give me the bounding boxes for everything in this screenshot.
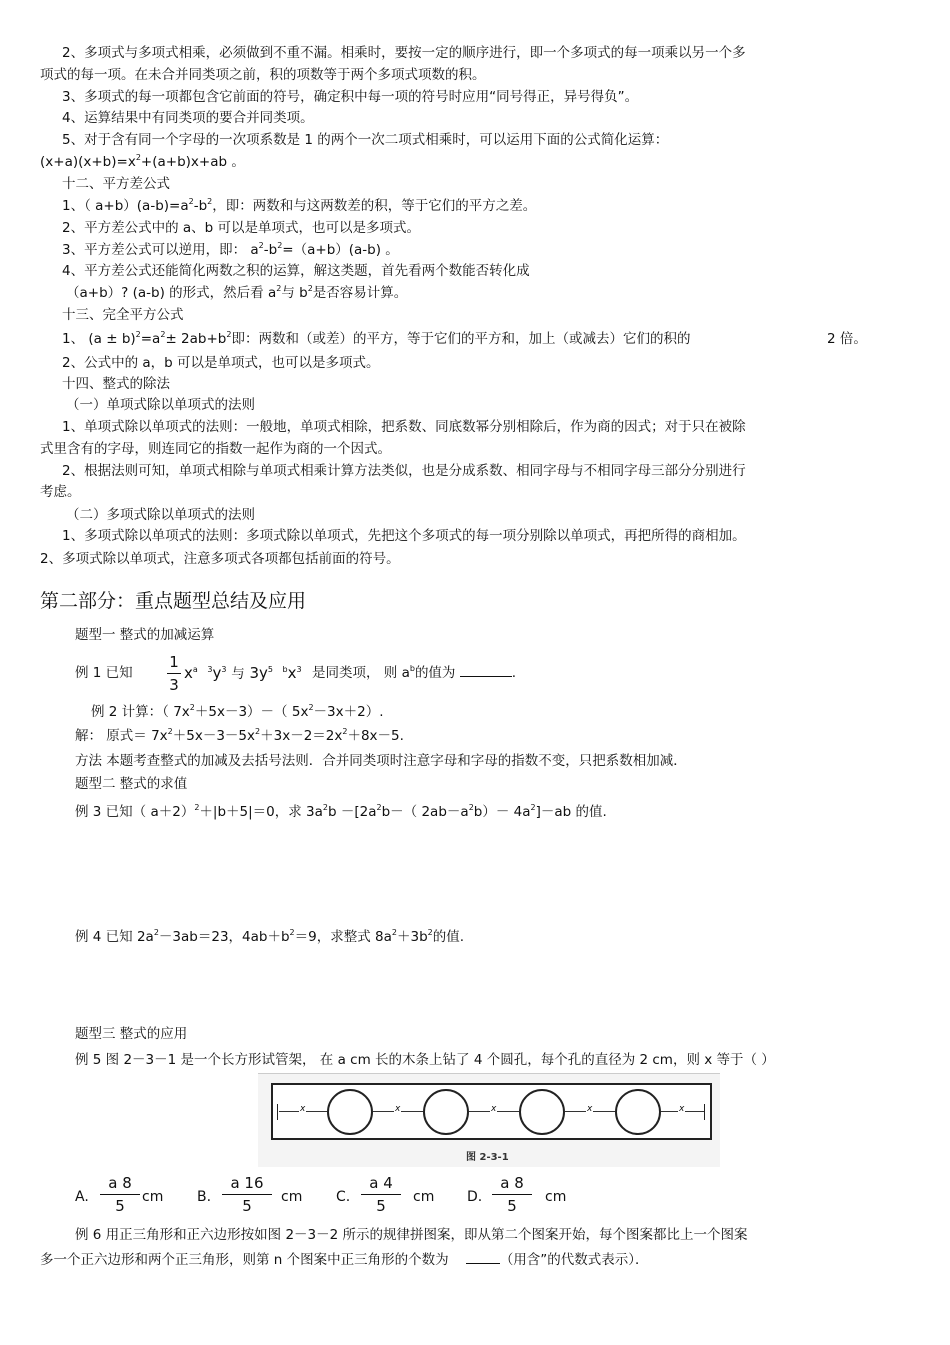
- question-type-heading: 题型一 整式的加减运算: [75, 627, 215, 643]
- text-line: 5、对于含有同一个字母的一次项系数是 1 的两个一次二项式相乘时，可以运用下面的公式简化运算：: [62, 132, 669, 148]
- x-dimension-label: x: [679, 1104, 685, 1114]
- part-two-title: 第二部分：重点题型总结及应用: [40, 590, 307, 612]
- text-line: 2、公式中的 a，b 可以是单项式，也可以是多项式。: [62, 355, 380, 371]
- example-3: 例 3 已知（ a＋2）$^2$＋|b＋5|＝0，求 $3a^2b -[2a^2b-$（ $2ab-a^2b)- 4a^2]-ab$ 的值.: [75, 803, 607, 820]
- test-tube-rack-figure: [258, 1073, 720, 1167]
- x-dimension-label: x: [587, 1104, 593, 1114]
- right-tick: [704, 1104, 705, 1120]
- fraction-numerator: a 16: [230, 1174, 264, 1192]
- option-b-letter: B.: [197, 1189, 212, 1205]
- text-line: 2、多项式与多项式相乘，必须做到不重不漏。相乘时，要按一定的顺序进行，即一个多项式的每一项乘以另一个多: [62, 45, 746, 61]
- option-b-unit: cm: [281, 1189, 303, 1205]
- question-type-heading: 题型三 整式的应用: [75, 1026, 188, 1042]
- formula-line: 1、 $(a \pm b)^2=a^2\pm 2ab+b^2$即：两数和（或差）的平方，等于它们的平方和，加上（或减去）它们的积的: [62, 330, 691, 347]
- formula-line: 1、（ $a+b)(a-b)=a^2-b^2$，即：两数和与这两数差的积，等于它们的平方之差。: [62, 197, 537, 214]
- section-heading: 十三、完全平方公式: [62, 307, 184, 323]
- example-1-terms: $x^a$ $^3y^3$ 与 $3y^5$ $^bx^3$: [184, 664, 302, 682]
- text-line: 1、多项式除以单项式的法则：多项式除以单项式，先把这个多项式的每一项分别除以单项式，再把所得的商相加。: [62, 528, 746, 544]
- method-note: 方法 本题考查整式的加减及去括号法则．合并同类项时注意字母和字母的指数不变，只把系数相加减．: [75, 753, 687, 769]
- hole-circle: [327, 1089, 373, 1135]
- left-tick: [277, 1104, 278, 1120]
- text-line: 2、根据法则可知，单项式相除与单项式相乘计算方法类似，也是分成系数、相同字母与不相同字母三部分分别进行: [62, 463, 746, 479]
- example-4: 例 4 已知 $2a^2-3ab=23$，$4ab+b^2=9$，求整式 $8a^2+3b^2$的值.: [75, 928, 465, 945]
- option-c-unit: cm: [413, 1189, 435, 1205]
- option-c-fraction: [361, 1173, 401, 1216]
- hole-circle: [615, 1089, 661, 1135]
- option-d-letter: D.: [467, 1189, 483, 1205]
- example-1-question: 是同类项， 则 $a^b$的值为 .: [312, 664, 517, 681]
- fraction-numerator: a 8: [108, 1174, 132, 1192]
- text-line: 1、单项式除以单项式的法则：一般地，单项式相除，把系数、同底数幂分别相除后，作为商的因式；对于只在被除: [62, 419, 746, 435]
- example-1-label: 例 1 已知: [75, 665, 133, 681]
- formula-line-end: 2 倍。: [827, 331, 867, 347]
- example-5: 例 5 图 2－3－1 是一个长方形试管架， 在 a cm 长的木条上钻了 4 个圆孔，每个孔的直径为 2 cm，则 x 等于（ ）: [75, 1052, 775, 1068]
- fraction-numerator: a 4: [369, 1174, 393, 1192]
- fraction-bar: [361, 1194, 401, 1195]
- figure-caption: 图 2-3-1: [466, 1152, 509, 1163]
- formula-line: 3、平方差公式可以逆用，即： $a^2-b^2=(a+b)(a-b)$ 。: [62, 241, 399, 258]
- x-dimension-label: x: [395, 1104, 401, 1114]
- fraction-bar: [492, 1194, 532, 1195]
- option-d-unit: cm: [545, 1189, 567, 1205]
- option-c-letter: C.: [336, 1189, 351, 1205]
- subsection-heading: （一）单项式除以单项式的法则: [66, 397, 255, 413]
- formula-line: $(x+a)(x+b)=x^2+(a+b)x+ab$ 。: [40, 153, 245, 170]
- text-line: 2、多项式除以单项式，注意多项式各项都包括前面的符号。: [40, 551, 400, 567]
- fraction-denominator: 5: [242, 1197, 252, 1215]
- example-6-continued: 多一个正六边形和两个正三角形，则第 n 个图案中正三角形的个数为 （用含”的代数式表示）．: [40, 1252, 649, 1268]
- text-line: 3、多项式的每一项都包含它前面的符号，确定积中每一项的符号时应用“同号得正，异号得负”。: [62, 89, 639, 105]
- fraction-bar: [100, 1194, 140, 1195]
- fraction-denominator: 5: [507, 1197, 517, 1215]
- option-a-fraction: [100, 1173, 140, 1216]
- option-a-unit: cm: [142, 1189, 164, 1205]
- subsection-heading: （二）多项式除以单项式的法则: [66, 507, 255, 523]
- text-line: 4、运算结果中有同类项的要合并同类项。: [62, 110, 314, 126]
- text-line: 4、平方差公式还能简化两数之积的运算，解这类题，首先看两个数能否转化成: [62, 263, 530, 279]
- example-2: 例 2 计算：（ $7x^2+5x-3)-$（ $5x^2-3x+2$）.: [91, 703, 384, 720]
- option-b-fraction: [222, 1173, 272, 1216]
- answer-blank: [466, 1251, 500, 1264]
- fraction-denominator: 5: [115, 1197, 125, 1215]
- example-1-fraction: [167, 652, 181, 695]
- section-heading: 十四、整式的除法: [62, 376, 170, 392]
- fraction-numerator: a 8: [500, 1174, 524, 1192]
- formula-line: （a+b）? (a-b) 的形式，然后看 $a^2$与 $b^2$是否容易计算。: [66, 284, 408, 301]
- text-line: 项式的每一项。在未合并同类项之前，积的项数等于两个多项式项数的积。: [40, 67, 486, 83]
- rack-board: [271, 1083, 712, 1140]
- fraction-denominator: 3: [169, 676, 179, 694]
- fraction-bar: [222, 1194, 272, 1195]
- hole-circle: [519, 1089, 565, 1135]
- text-line: 考虑。: [40, 484, 81, 500]
- text-line: 式里含有的字母，则连同它的指数一起作为商的一个因式。: [40, 441, 391, 457]
- example-2-solution: 解： 原式＝ $7x^2+5x-3-5x^2+3x-2=2x^2+8x-5$.: [75, 727, 404, 744]
- option-d-fraction: [492, 1173, 532, 1216]
- fraction-denominator: 5: [376, 1197, 386, 1215]
- x-dimension-label: x: [491, 1104, 497, 1114]
- fraction-bar: [167, 673, 181, 674]
- section-heading: 十二、平方差公式: [62, 176, 170, 192]
- x-dimension-label: x: [300, 1104, 306, 1114]
- example-6: 例 6 用正三角形和正六边形按如图 2－3－2 所示的规律拼图案，即从第二个图案开始，每个图案都比上一个图案: [75, 1227, 748, 1243]
- answer-blank: [460, 664, 512, 677]
- option-a-letter: A.: [75, 1189, 89, 1205]
- question-type-heading: 题型二 整式的求值: [75, 776, 188, 792]
- fraction-numerator: 1: [169, 653, 179, 671]
- hole-circle: [423, 1089, 469, 1135]
- text-line: 2、平方差公式中的 a、b 可以是单项式，也可以是多项式。: [62, 220, 421, 236]
